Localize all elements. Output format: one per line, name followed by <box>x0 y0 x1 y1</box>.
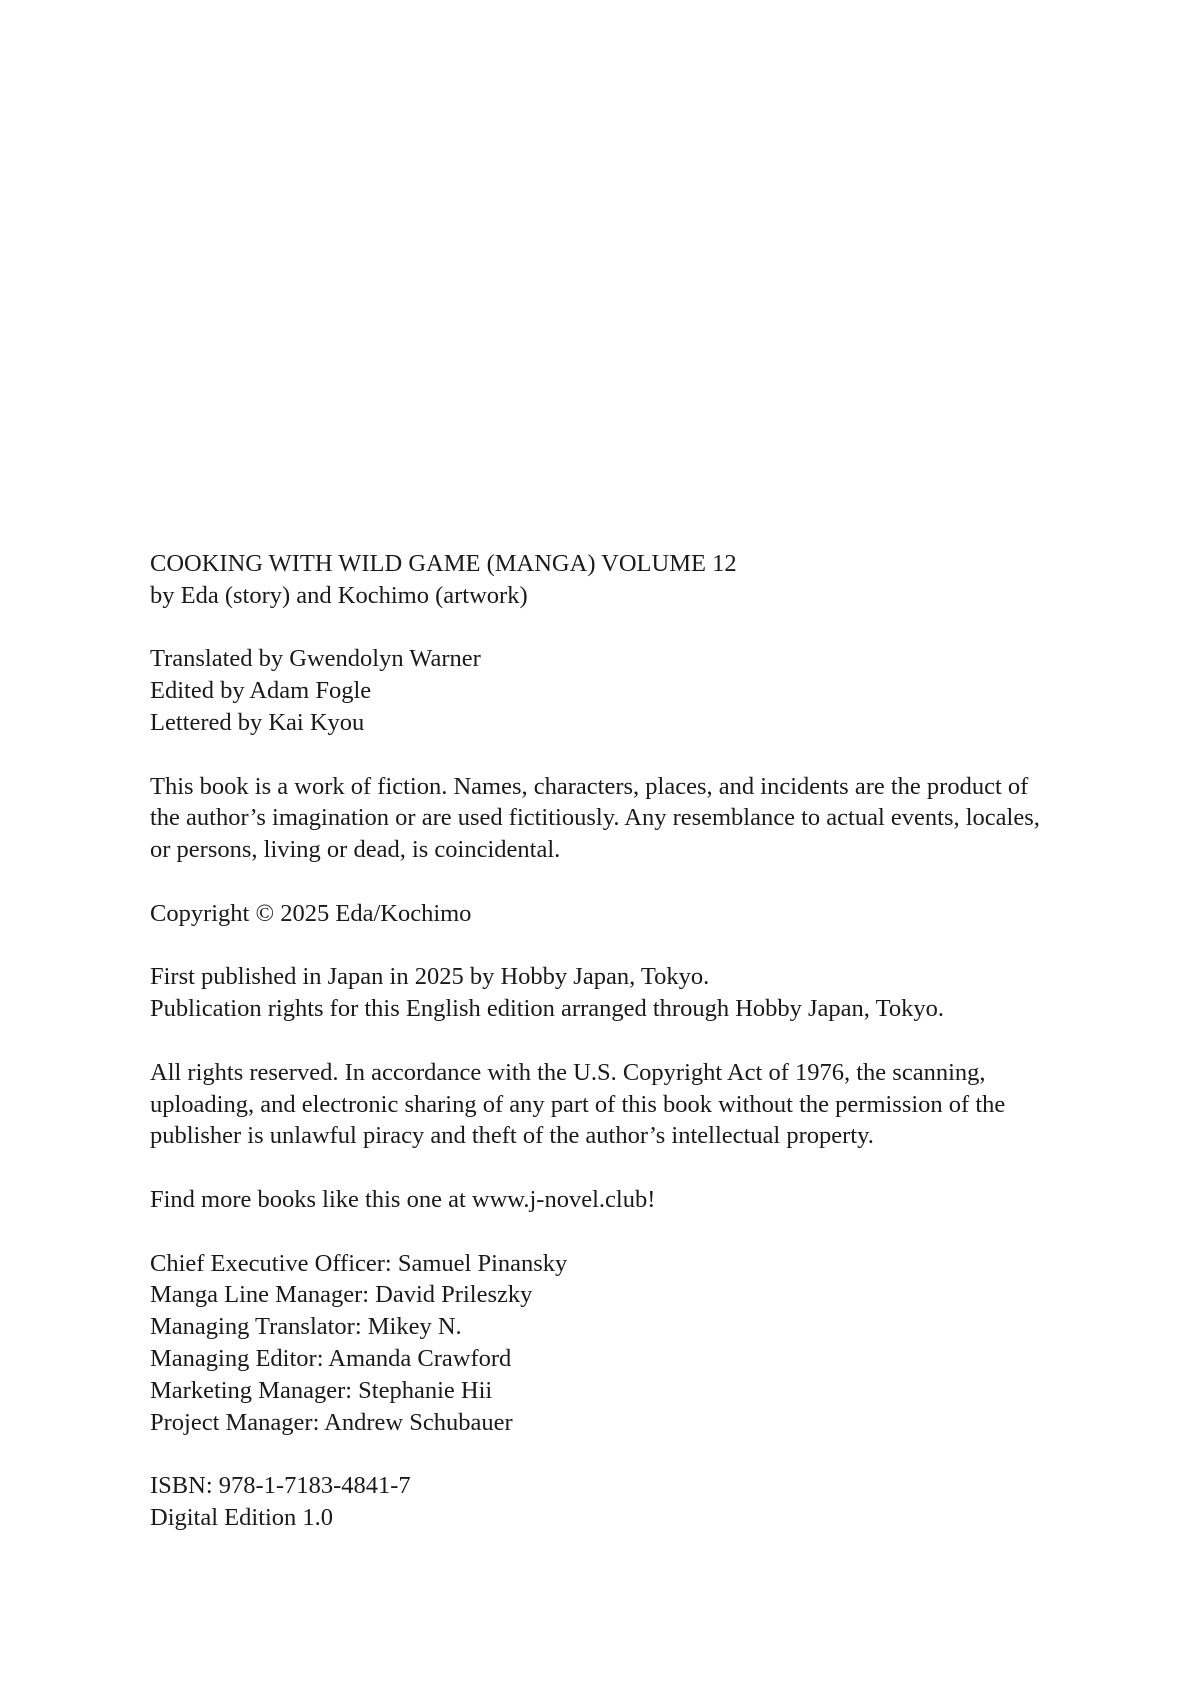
staff-manga-line-manager: Manga Line Manager: David Prileszky <box>150 1281 533 1309</box>
staff-block <box>150 1248 1110 1439</box>
rights-line: All rights reserved. In accordance with the U.S. Copyright Act of 1976, the scanning, <box>150 1058 986 1086</box>
copyright-page <box>150 548 1110 1566</box>
copyright-block <box>150 898 1110 930</box>
credits-block <box>150 643 1110 738</box>
rights-block <box>150 1057 1110 1152</box>
staff-managing-editor: Managing Editor: Amanda Crawford <box>150 1344 512 1372</box>
publication-line: First published in Japan in 2025 by Hobby Japan, Tokyo. <box>150 963 710 991</box>
title-block <box>150 548 1110 612</box>
staff-managing-translator: Managing Translator: Mikey N. <box>150 1313 462 1341</box>
staff-marketing-manager: Marketing Manager: Stephanie Hii <box>150 1376 493 1404</box>
staff-project-manager: Project Manager: Andrew Schubauer <box>150 1408 513 1436</box>
find-more-text: Find more books like this one at www.j-novel.club! <box>150 1185 656 1213</box>
book-title: COOKING WITH WILD GAME (MANGA) VOLUME 12 <box>150 550 737 577</box>
find-more-block <box>150 1184 1110 1216</box>
isbn: ISBN: 978-1-7183-4841-7 <box>150 1472 411 1500</box>
book-byline: by Eda (story) and Kochimo (artwork) <box>150 581 528 609</box>
letterer-credit: Lettered by Kai Kyou <box>150 708 365 736</box>
rights-line: uploading, and electronic sharing of any part of this book without the permission of the <box>150 1090 1006 1118</box>
rights-line: publisher is unlawful piracy and theft of the author’s intellectual property. <box>150 1122 874 1150</box>
staff-ceo: Chief Executive Officer: Samuel Pinansky <box>150 1249 568 1277</box>
publication-line: Publication rights for this English edition arranged through Hobby Japan, Tokyo. <box>150 995 944 1023</box>
edition: Digital Edition 1.0 <box>150 1503 334 1531</box>
editor-credit: Edited by Adam Fogle <box>150 677 372 705</box>
publication-block <box>150 961 1110 1025</box>
copyright-notice: Copyright © 2025 Eda/Kochimo <box>150 899 472 927</box>
isbn-block <box>150 1470 1110 1534</box>
disclaimer-line: or persons, living or dead, is coincidental. <box>150 836 561 864</box>
fiction-disclaimer <box>150 771 1110 866</box>
translator-credit: Translated by Gwendolyn Warner <box>150 645 481 673</box>
disclaimer-line: This book is a work of fiction. Names, characters, places, and incidents are the product of <box>150 772 1029 800</box>
disclaimer-line: the author’s imagination or are used fictitiously. Any resemblance to actual events, locales, <box>150 804 1040 832</box>
